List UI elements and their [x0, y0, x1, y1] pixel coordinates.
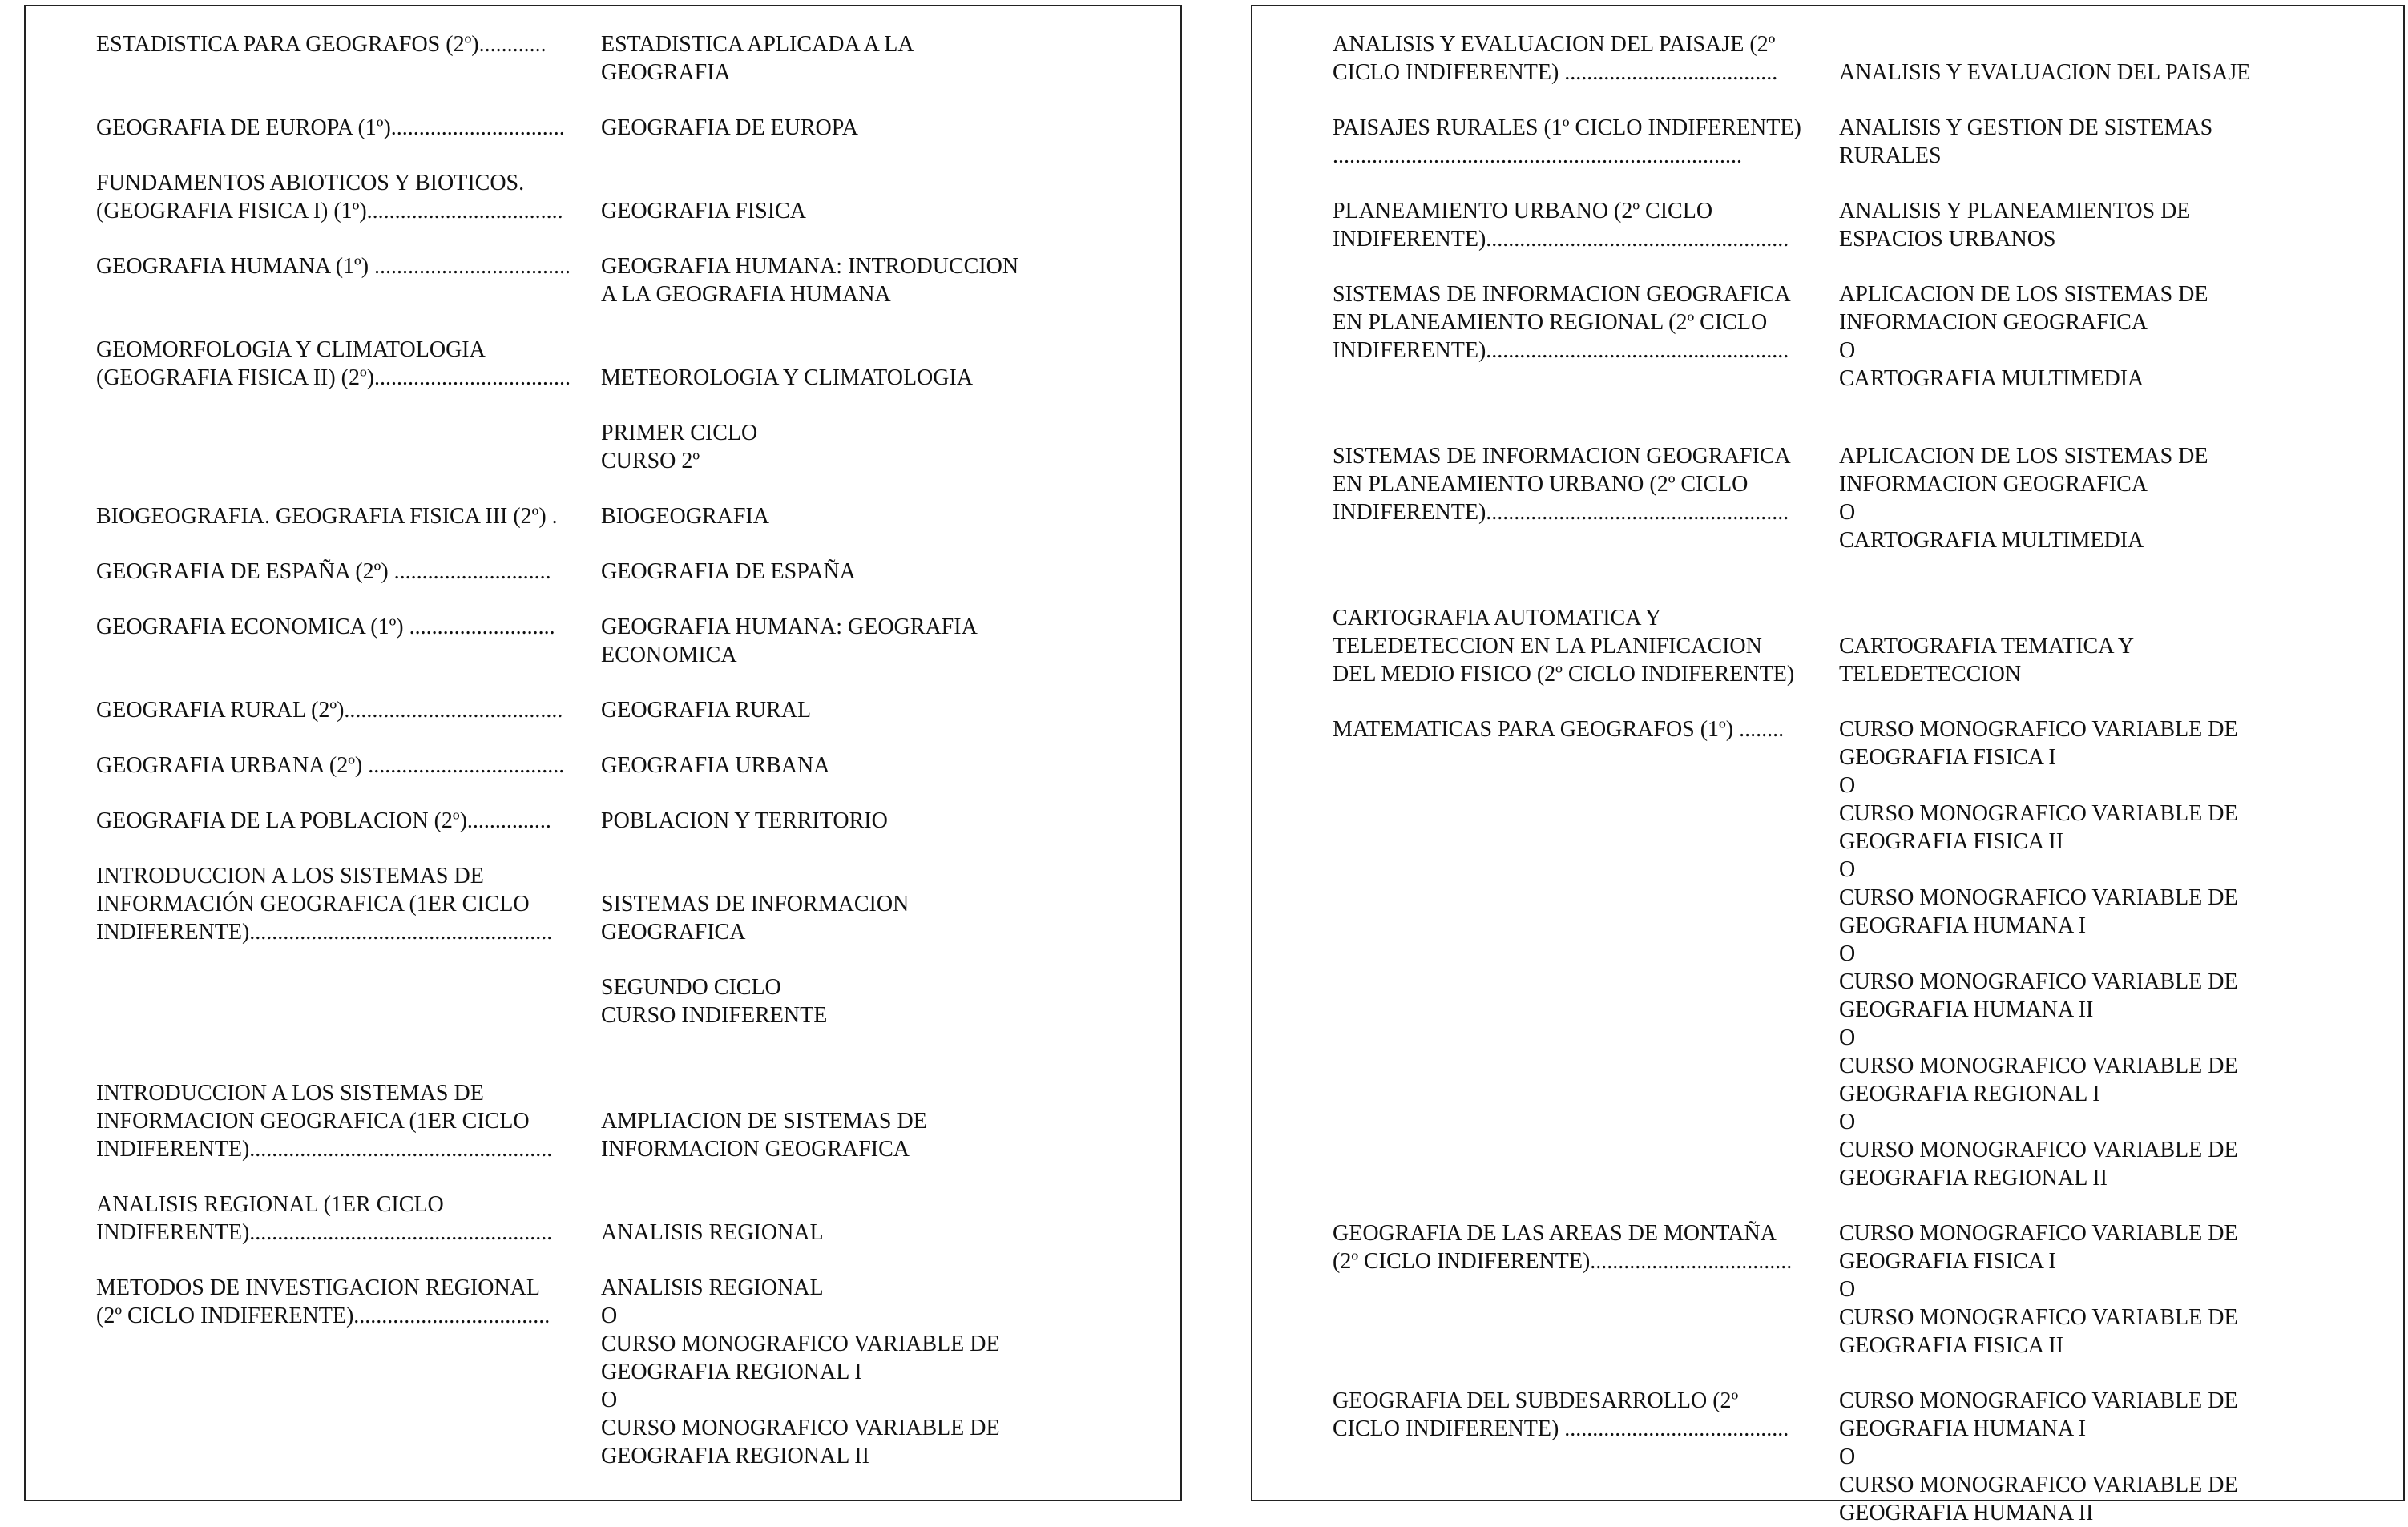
new-subject: [601, 252, 1098, 308]
new-subject-line: GEOGRAFIA FISICA I: [1839, 745, 2056, 770]
old-subject: [1333, 280, 1813, 365]
old-subject-line: INFORMACION GEOGRAFICA (1ER CICLO: [96, 1109, 530, 1134]
old-subject-line: (GEOGRAFIA FISICA I) (1º)...................................: [96, 199, 563, 224]
equivalence-row: [26, 30, 1180, 87]
new-subject-line: ECONOMICA: [601, 643, 737, 667]
old-subject: [96, 336, 577, 392]
new-subject-line: GEOGRAFIA: [601, 60, 731, 85]
new-subject-line: CURSO MONOGRAFICO VARIABLE DE: [1839, 1305, 2238, 1330]
new-subject: [1839, 58, 2352, 87]
new-subject-line: ANALISIS Y PLANEAMIENTOS DE: [1839, 199, 2191, 224]
old-subject-line: INDIFERENTE)......................................................: [1333, 500, 1789, 525]
new-subject-line: GEOGRAFIA FISICA: [601, 199, 806, 224]
new-subject-line: O: [1839, 1277, 1856, 1302]
new-subject-line: CURSO MONOGRAFICO VARIABLE DE: [1839, 969, 2238, 994]
new-subject-line: CURSO MONOGRAFICO VARIABLE DE: [601, 1416, 1000, 1440]
equivalence-row: [26, 336, 1180, 392]
new-subject: [601, 1107, 1098, 1163]
new-subject-line: CURSO MONOGRAFICO VARIABLE DE: [1839, 1138, 2238, 1162]
old-subject-line: INTRODUCCION A LOS SISTEMAS DE: [96, 864, 484, 888]
equivalence-row: [26, 169, 1180, 225]
old-subject-line: GEOGRAFIA DEL SUBDESARROLLO (2º: [1333, 1388, 1739, 1413]
old-subject: [1333, 30, 1813, 87]
old-subject: [96, 30, 577, 58]
new-subject-line: O: [1839, 1110, 1856, 1134]
left-page-panel: [24, 5, 1182, 1501]
new-subject-line: O: [1839, 338, 1856, 363]
old-subject-line: CARTOGRAFIA AUTOMATICA Y: [1333, 606, 1662, 631]
new-subject-line: INFORMACION GEOGRAFICA: [1839, 472, 2148, 497]
new-subject: [601, 751, 1098, 780]
new-subject: [601, 890, 1098, 946]
equivalence-row: [1252, 1219, 2403, 1360]
new-subject-line: INFORMACION GEOGRAFICA: [1839, 310, 2148, 335]
old-subject-line: DEL MEDIO FISICO (2º CICLO INDIFERENTE): [1333, 662, 1795, 687]
new-subject-line: O: [1839, 1025, 1856, 1050]
new-subject-line: O: [601, 1388, 618, 1412]
old-subject-line: (2º CICLO INDIFERENTE)....................................: [1333, 1249, 1793, 1274]
equivalence-row: [26, 1079, 1180, 1163]
old-subject-line: CICLO INDIFERENTE) ........................................: [1333, 1416, 1789, 1441]
equivalence-row: [26, 613, 1180, 669]
new-subject-line: GEOGRAFIA HUMANA I: [1839, 913, 2087, 938]
old-subject: [96, 751, 577, 780]
right-page-panel: [1251, 5, 2405, 1525]
new-subject-line: CURSO MONOGRAFICO VARIABLE DE: [1839, 1054, 2238, 1078]
equivalence-row: [1252, 280, 2403, 393]
equivalence-row: [26, 419, 1180, 475]
new-subject-line: ESPACIOS URBANOS: [1839, 227, 2056, 252]
new-subject-line: GEOGRAFIA DE EUROPA: [601, 115, 859, 140]
old-subject-line: GEOGRAFIA DE LA POBLACION (2º)...............: [96, 808, 551, 833]
new-subject-line: A LA GEOGRAFIA HUMANA: [601, 282, 891, 307]
new-subject-line: ESTADISTICA APLICADA A LA: [601, 32, 914, 57]
new-subject-line: PRIMER CICLO: [601, 421, 758, 445]
new-subject-line: O: [1839, 773, 1856, 798]
old-subject-line: GEOGRAFIA HUMANA (1º) ...................................: [96, 254, 571, 279]
old-subject-line: ANALISIS Y EVALUACION DEL PAISAJE (2º: [1333, 32, 1776, 57]
old-subject: [1333, 442, 1813, 526]
new-subject: [601, 502, 1098, 530]
old-subject: [96, 114, 577, 142]
new-subject-line: CARTOGRAFIA TEMATICA Y: [1839, 634, 2135, 659]
new-subject-line: RURALES: [1839, 143, 1942, 168]
new-subject-line: GEOGRAFIA HUMANA II: [1839, 997, 2094, 1022]
old-subject-line: (GEOGRAFIA FISICA II) (2º)...................................: [96, 365, 571, 390]
new-subject: [1839, 114, 2352, 170]
new-subject: [1839, 197, 2352, 253]
old-subject: [96, 862, 577, 946]
old-subject-line: EN PLANEAMIENTO URBANO (2º CICLO: [1333, 472, 1749, 497]
new-subject-line: ANALISIS Y GESTION DE SISTEMAS: [1839, 115, 2213, 140]
new-subject: [1839, 1219, 2352, 1360]
old-subject: [96, 252, 577, 280]
new-subject-line: TELEDETECCION: [1839, 662, 2022, 687]
new-subject: [601, 30, 1098, 87]
new-subject: [601, 419, 1098, 475]
old-subject-line: INDIFERENTE)......................................................: [1333, 338, 1789, 363]
new-subject-line: GEOGRAFIA HUMANA: GEOGRAFIA: [601, 614, 978, 639]
equivalence-row: [26, 973, 1180, 1029]
new-subject-line: CURSO MONOGRAFICO VARIABLE DE: [1839, 1388, 2238, 1413]
new-subject-line: INFORMACION GEOGRAFICA: [601, 1137, 910, 1162]
new-subject: [601, 1219, 1098, 1247]
new-subject: [601, 613, 1098, 669]
new-subject-line: CARTOGRAFIA MULTIMEDIA: [1839, 366, 2144, 391]
equivalence-row: [26, 807, 1180, 835]
new-subject: [1839, 1387, 2352, 1527]
old-subject-line: GEOGRAFIA RURAL (2º).......................................: [96, 698, 563, 723]
equivalence-row: [1252, 197, 2403, 253]
old-subject-line: .........................................................................: [1333, 143, 1742, 168]
new-subject-line: CURSO MONOGRAFICO VARIABLE DE: [1839, 1221, 2238, 1246]
old-subject-line: GEOGRAFIA URBANA (2º) ...................................: [96, 753, 565, 778]
new-subject-line: GEOGRAFIA REGIONAL I: [1839, 1082, 2100, 1106]
equivalence-row: [1252, 442, 2403, 554]
equivalence-row: [26, 558, 1180, 586]
new-subject-line: GEOGRAFIA FISICA II: [1839, 1333, 2064, 1358]
old-subject: [96, 696, 577, 724]
old-subject: [1333, 1219, 1813, 1275]
old-subject-line: SISTEMAS DE INFORMACION GEOGRAFICA: [1333, 282, 1791, 307]
old-subject-line: INTRODUCCION A LOS SISTEMAS DE: [96, 1081, 484, 1106]
new-subject-line: O: [601, 1303, 618, 1328]
equivalence-row: [1252, 114, 2403, 170]
old-subject-line: EN PLANEAMIENTO REGIONAL (2º CICLO: [1333, 310, 1768, 335]
new-subject-line: O: [1839, 941, 1856, 966]
new-subject-line: GEOGRAFIA HUMANA: INTRODUCCION: [601, 254, 1019, 279]
new-subject-line: GEOGRAFIA HUMANA II: [1839, 1501, 2094, 1525]
new-subject: [601, 807, 1098, 835]
old-subject-line: ESTADISTICA PARA GEOGRAFOS (2º)............: [96, 32, 547, 57]
new-subject-line: METEOROLOGIA Y CLIMATOLOGIA: [601, 365, 974, 390]
new-subject-line: ANALISIS Y EVALUACION DEL PAISAJE: [1839, 60, 2251, 85]
old-subject: [1333, 604, 1813, 688]
old-subject: [1333, 114, 1813, 170]
new-subject: [601, 114, 1098, 142]
equivalence-row: [26, 1191, 1180, 1247]
old-subject-line: MATEMATICAS PARA GEOGRAFOS (1º) ........: [1333, 717, 1785, 742]
new-subject-line: GEOGRAFIA URBANA: [601, 753, 830, 778]
new-subject: [1839, 442, 2352, 554]
new-subject-line: CURSO MONOGRAFICO VARIABLE DE: [1839, 885, 2238, 910]
equivalence-row: [26, 751, 1180, 780]
old-subject: [96, 1079, 577, 1163]
old-subject-line: GEOGRAFIA DE LAS AREAS DE MONTAÑA: [1333, 1221, 1777, 1246]
old-subject-line: FUNDAMENTOS ABIOTICOS Y BIOTICOS.: [96, 171, 525, 195]
new-subject: [1839, 280, 2352, 393]
old-subject: [96, 169, 577, 225]
equivalence-row: [1252, 715, 2403, 1192]
old-subject-line: SISTEMAS DE INFORMACION GEOGRAFICA: [1333, 444, 1791, 469]
old-subject-line: INDIFERENTE)......................................................: [96, 920, 553, 945]
new-subject-line: CURSO MONOGRAFICO VARIABLE DE: [601, 1332, 1000, 1356]
new-subject-line: CURSO MONOGRAFICO VARIABLE DE: [1839, 801, 2238, 826]
equivalence-row: [26, 252, 1180, 308]
equivalence-row: [1252, 30, 2403, 87]
old-subject-line: INDIFERENTE)......................................................: [1333, 227, 1789, 252]
equivalence-row: [26, 696, 1180, 724]
old-subject: [96, 1191, 577, 1247]
new-subject-line: AMPLIACION DE SISTEMAS DE: [601, 1109, 927, 1134]
left-equivalence-list: [26, 6, 1180, 1470]
old-subject-line: PLANEAMIENTO URBANO (2º CICLO: [1333, 199, 1713, 224]
equivalence-row: [26, 1274, 1180, 1470]
new-subject-line: CURSO 2º: [601, 449, 700, 473]
old-subject-line: GEOMORFOLOGIA Y CLIMATOLOGIA: [96, 337, 486, 362]
old-subject-line: GEOGRAFIA ECONOMICA (1º) ..........................: [96, 614, 555, 639]
old-subject-line: GEOGRAFIA DE ESPAÑA (2º) ............................: [96, 559, 551, 584]
old-subject-line: BIOGEOGRAFIA. GEOGRAFIA FISICA III (2º) .: [96, 504, 558, 529]
new-subject: [601, 558, 1098, 586]
new-subject: [601, 197, 1098, 225]
new-subject: [1839, 632, 2352, 688]
new-subject-line: CURSO INDIFERENTE: [601, 1003, 828, 1028]
new-subject-line: O: [1839, 500, 1856, 525]
old-subject: [1333, 197, 1813, 253]
new-subject-line: ANALISIS REGIONAL: [601, 1220, 824, 1245]
old-subject: [96, 613, 577, 641]
equivalence-row: [1252, 1387, 2403, 1527]
new-subject-line: SEGUNDO CICLO: [601, 975, 781, 1000]
new-subject-line: GEOGRAFICA: [601, 920, 746, 945]
new-subject: [601, 696, 1098, 724]
new-subject-line: GEOGRAFIA REGIONAL II: [601, 1444, 869, 1469]
new-subject: [1839, 715, 2352, 1192]
old-subject: [96, 558, 577, 586]
old-subject-line: ANALISIS REGIONAL (1ER CICLO: [96, 1192, 444, 1217]
new-subject-line: O: [1839, 1444, 1856, 1469]
new-subject-line: APLICACION DE LOS SISTEMAS DE: [1839, 444, 2208, 469]
new-subject-line: BIOGEOGRAFIA: [601, 504, 769, 529]
old-subject: [96, 1274, 577, 1330]
new-subject-line: CURSO MONOGRAFICO VARIABLE DE: [1839, 1473, 2238, 1497]
old-subject-line: CICLO INDIFERENTE) ......................................: [1333, 60, 1778, 85]
old-subject-line: PAISAJES RURALES (1º CICLO INDIFERENTE): [1333, 115, 1801, 140]
old-subject: [96, 502, 577, 530]
old-subject-line: (2º CICLO INDIFERENTE)...................................: [96, 1303, 551, 1328]
new-subject-line: CURSO MONOGRAFICO VARIABLE DE: [1839, 717, 2238, 742]
new-subject-line: SISTEMAS DE INFORMACION: [601, 892, 910, 917]
old-subject-line: INDIFERENTE)......................................................: [96, 1220, 553, 1245]
old-subject-line: TELEDETECCION EN LA PLANIFICACION: [1333, 634, 1762, 659]
old-subject-line: INDIFERENTE)......................................................: [96, 1137, 553, 1162]
new-subject: [601, 973, 1098, 1029]
old-subject: [1333, 715, 1813, 743]
equivalence-row: [1252, 604, 2403, 688]
equivalence-row: [26, 862, 1180, 946]
new-subject-line: ANALISIS REGIONAL: [601, 1275, 824, 1300]
new-subject-line: GEOGRAFIA REGIONAL II: [1839, 1166, 2108, 1191]
new-subject-line: O: [1839, 857, 1856, 882]
new-subject-line: CARTOGRAFIA MULTIMEDIA: [1839, 528, 2144, 553]
old-subject-line: GEOGRAFIA DE EUROPA (1º)...............................: [96, 115, 565, 140]
new-subject: [601, 1274, 1098, 1470]
equivalence-row: [26, 114, 1180, 142]
new-subject-line: GEOGRAFIA HUMANA I: [1839, 1416, 2087, 1441]
new-subject-line: GEOGRAFIA FISICA I: [1839, 1249, 2056, 1274]
new-subject-line: GEOGRAFIA RURAL: [601, 698, 812, 723]
old-subject: [1333, 1387, 1813, 1443]
right-equivalence-list: [1252, 6, 2403, 1527]
new-subject-line: POBLACION Y TERRITORIO: [601, 808, 888, 833]
old-subject-line: METODOS DE INVESTIGACION REGIONAL: [96, 1275, 540, 1300]
new-subject: [601, 364, 1098, 392]
old-subject-line: INFORMACIÓN GEOGRAFICA (1ER CICLO: [96, 892, 530, 917]
old-subject: [96, 807, 577, 835]
new-subject-line: GEOGRAFIA DE ESPAÑA: [601, 559, 856, 584]
equivalence-row: [26, 502, 1180, 530]
new-subject-line: GEOGRAFIA FISICA II: [1839, 829, 2064, 854]
new-subject-line: APLICACION DE LOS SISTEMAS DE: [1839, 282, 2208, 307]
new-subject-line: GEOGRAFIA REGIONAL I: [601, 1360, 862, 1384]
